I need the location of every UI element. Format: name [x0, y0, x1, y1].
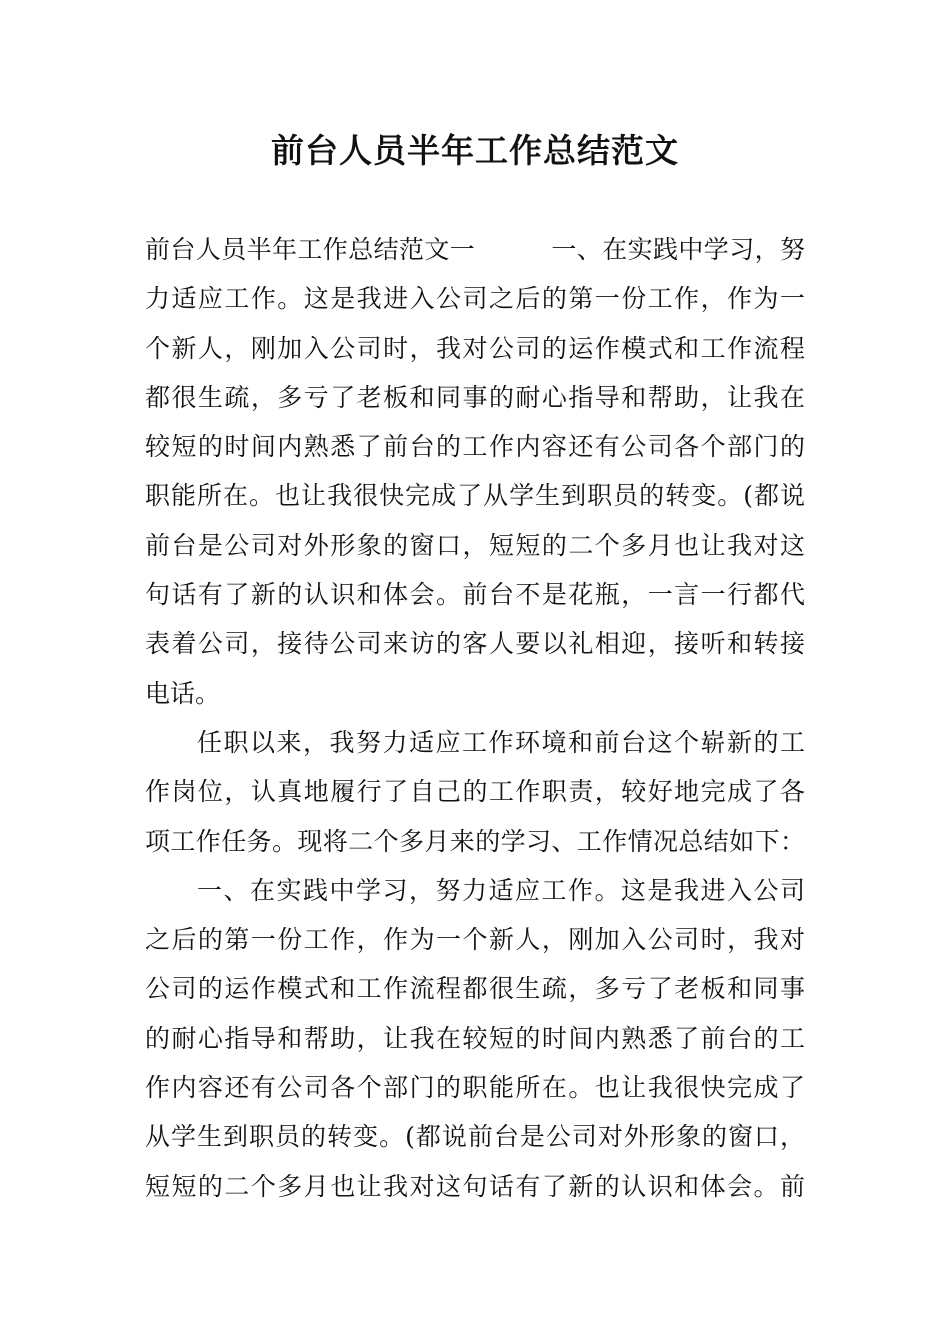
text-line: 前台是公司对外形象的窗口，短短的二个多月也让我对这	[145, 530, 805, 560]
text-line: 表着公司，接待公司来访的客人要以礼相迎，接听和转接	[145, 629, 805, 659]
text-line: 句话有了新的认识和体会。前台不是花瓶，一言一行都代	[145, 580, 805, 610]
text-line: 任职以来，我努力适应工作环境和前台这个崭新的工	[197, 727, 805, 757]
text-line: 作内容还有公司各个部门的职能所在。也让我很快完成了	[145, 1073, 805, 1103]
text-line: 的耐心指导和帮助，让我在较短的时间内熟悉了前台的工	[145, 1023, 805, 1053]
document-title: 前台人员半年工作总结范文	[271, 131, 679, 170]
text-line: 项工作任务。现将二个多月来的学习、工作情况总结如下：	[145, 826, 805, 856]
text-line: 从学生到职员的转变。(都说前台是公司对外形象的窗口，	[145, 1122, 805, 1152]
text-line: 短短的二个多月也让我对这句话有了新的认识和体会。前	[145, 1171, 805, 1201]
text-line: 较短的时间内熟悉了前台的工作内容还有公司各个部门的	[145, 432, 805, 462]
text-line: 作岗位，认真地履行了自己的工作职责，较好地完成了各	[145, 777, 805, 807]
text-line: 力适应工作。这是我进入公司之后的第一份工作，作为一	[145, 284, 805, 314]
text-line: 公司的运作模式和工作流程都很生疏，多亏了老板和同事	[145, 974, 805, 1004]
text-line: 个新人，刚加入公司时，我对公司的运作模式和工作流程	[145, 333, 805, 363]
document-body	[145, 225, 805, 1211]
text-line: 电话。	[145, 678, 221, 708]
text-line: 之后的第一份工作，作为一个新人，刚加入公司时，我对	[145, 925, 805, 955]
text-line: 都很生疏，多亏了老板和同事的耐心指导和帮助，让我在	[145, 382, 805, 412]
text-line: 前台人员半年工作总结范文一 一、在实践中学习，努	[145, 235, 805, 264]
text-line: 职能所在。也让我很快完成了从学生到职员的转变。(都说	[145, 481, 805, 511]
text-line: 一、在实践中学习，努力适应工作。这是我进入公司	[197, 875, 805, 905]
